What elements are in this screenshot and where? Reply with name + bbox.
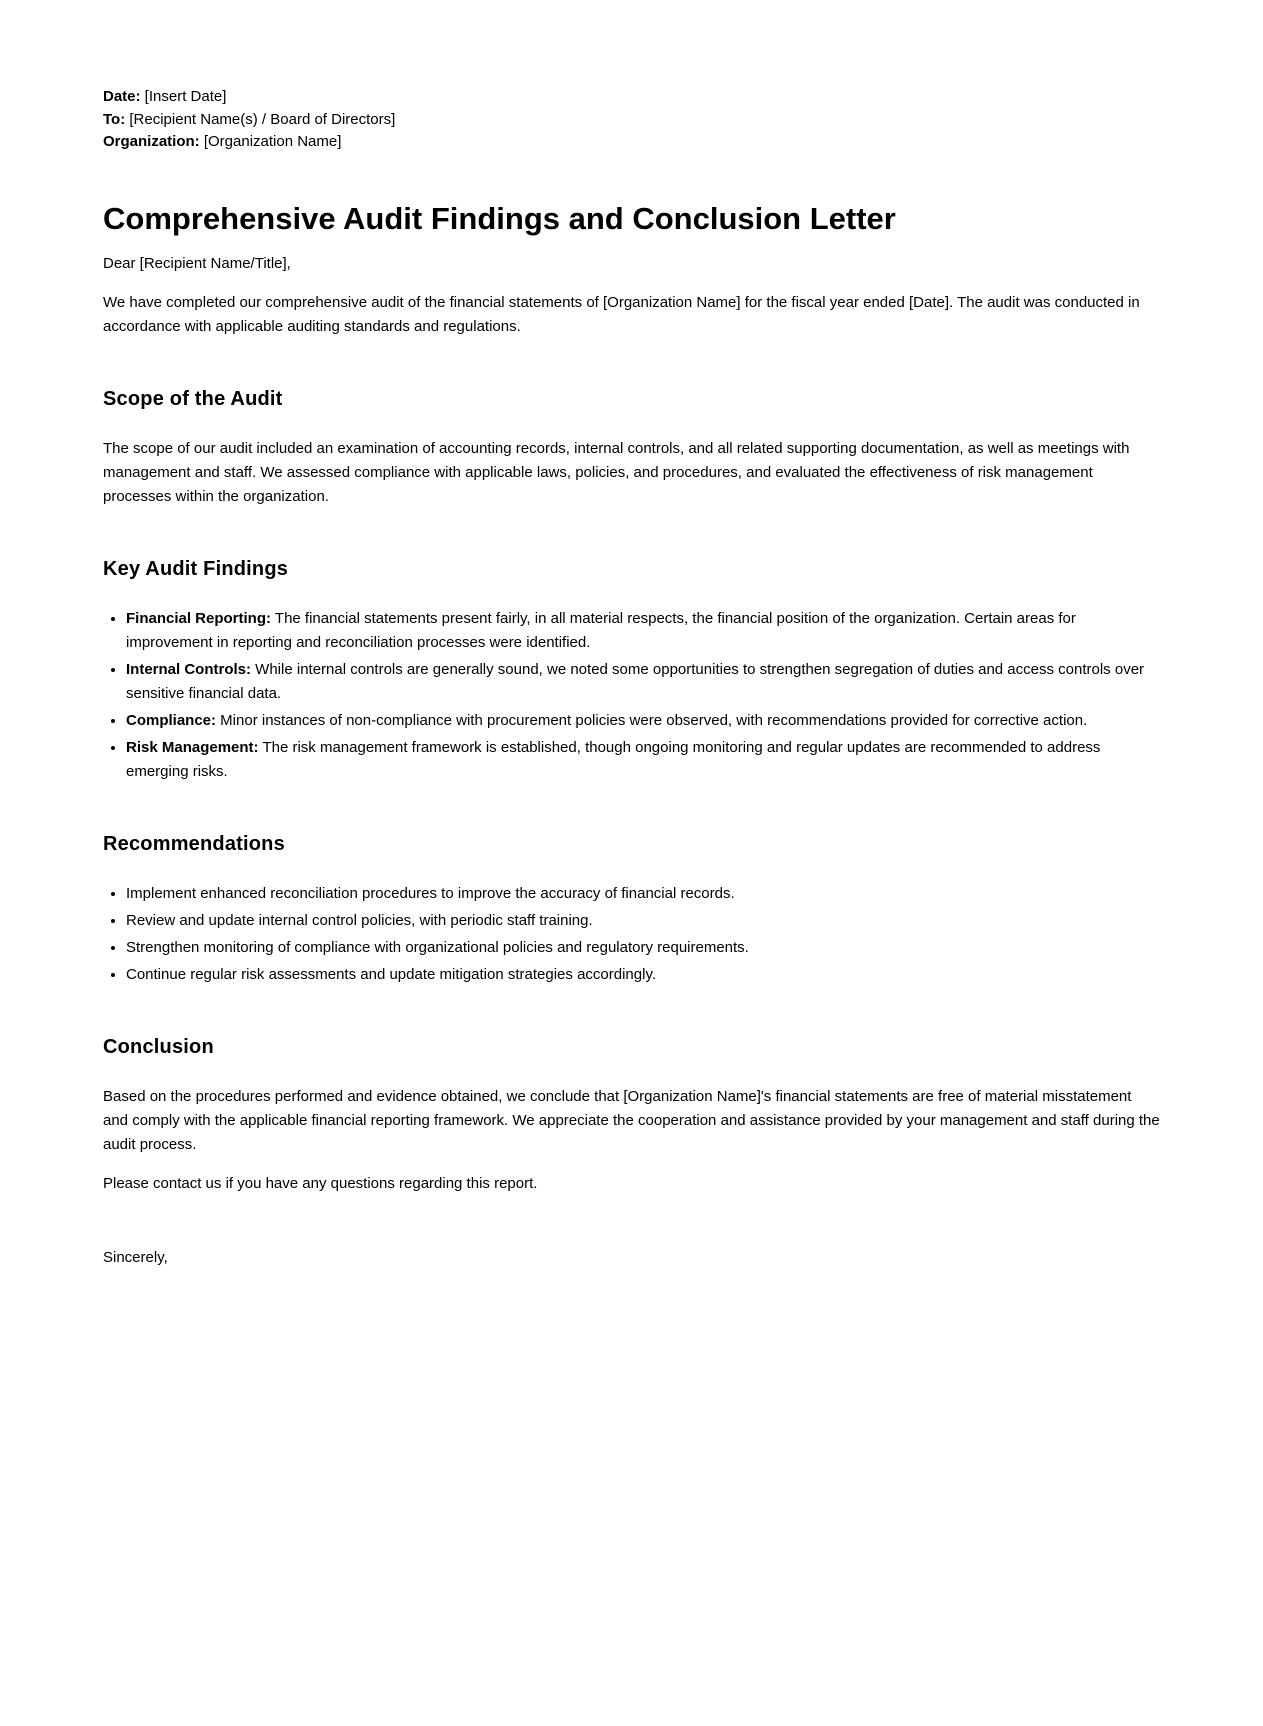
list-item: • Strengthen monitoring of compliance with organizational policies and regulatory requirements.	[126, 936, 1160, 960]
date-value: [Insert Date]	[140, 88, 227, 105]
item-text: The risk management framework is established, though ongoing monitoring and regular updates are recommended to address emerging risks.	[126, 738, 1101, 780]
conclusion-body: Based on the procedures performed and evidence obtained, we conclude that [Organization Name]'s financial statements are free of material misstatement and comply with the applicable financial reporting framework. We appreciate the cooperation and assistance provided by your management and staff during the audit process.	[103, 1087, 1160, 1153]
header-field-to	[103, 109, 1160, 132]
letter-header	[103, 86, 1160, 154]
section-scope	[103, 383, 1160, 509]
organization-value: [Organization Name]	[199, 133, 342, 150]
list-item: • Implement enhanced reconciliation procedures to improve the accuracy of financial records.	[126, 882, 1160, 906]
page-title: Comprehensive Audit Findings and Conclusion Letter	[103, 200, 896, 236]
recommendations-heading: Recommendations	[103, 832, 285, 855]
key-findings-heading: Key Audit Findings	[103, 557, 289, 580]
scope-body: The scope of our audit included an examination of accounting records, internal controls, and all related supporting documentation, as well as meetings with management and staff. We assessed compliance with applicable laws, policies, and procedures, and evaluated the effectiveness of risk management processes within the organization.	[103, 439, 1130, 505]
list-item: • Continue regular risk assessments and update mitigation strategies accordingly.	[126, 963, 1160, 987]
organization-label: Organization:	[103, 133, 200, 150]
recommendations-list	[103, 882, 1160, 987]
section-recommendations	[103, 828, 1160, 987]
item-text: While internal controls are generally sound, we noted some opportunities to strengthen segregation of duties and access controls over sensitive financial data.	[126, 660, 1145, 702]
item-lead: Financial Reporting:	[126, 609, 272, 627]
list-item-financial-reporting	[126, 607, 1160, 655]
item-lead: Internal Controls:	[126, 660, 252, 678]
item-text: The financial statements present fairly, in all material respects, the financial position of the organization. Certain areas for improvement in reporting and reconciliation processes were identified.	[126, 609, 1076, 651]
list-item-compliance	[126, 709, 1160, 733]
conclusion-heading: Conclusion	[103, 1035, 214, 1058]
greeting: Dear [Recipient Name/Title],	[103, 254, 291, 272]
header-field-date	[103, 86, 1160, 109]
to-value: [Recipient Name(s) / Board of Directors]	[125, 110, 396, 128]
list-item-risk-management	[126, 736, 1160, 784]
header-field-organization	[103, 131, 1160, 154]
list-item-internal-controls	[126, 658, 1160, 706]
to-label: To:	[103, 110, 126, 128]
key-findings-list	[103, 607, 1160, 784]
signoff: Sincerely,	[103, 1248, 168, 1266]
date-label: Date:	[103, 88, 141, 105]
item-lead: Compliance:	[126, 711, 217, 729]
section-conclusion	[103, 1031, 1160, 1196]
followup-paragraph: Please contact us if you have any questions regarding this report.	[103, 1174, 538, 1192]
scope-heading: Scope of the Audit	[103, 387, 283, 410]
section-key-findings	[103, 553, 1160, 784]
item-text: Minor instances of non-compliance with procurement policies were observed, with recommendations provided for corrective action.	[216, 711, 1088, 729]
list-item: • Review and update internal control policies, with periodic staff training.	[126, 909, 1160, 933]
item-lead: Risk Management:	[126, 738, 259, 756]
intro-paragraph: We have completed our comprehensive audit of the financial statements of [Organization Name] for the fiscal year ended [Date]. The audit was conducted in accordance with applicable auditing standards and regulations.	[103, 293, 1140, 335]
